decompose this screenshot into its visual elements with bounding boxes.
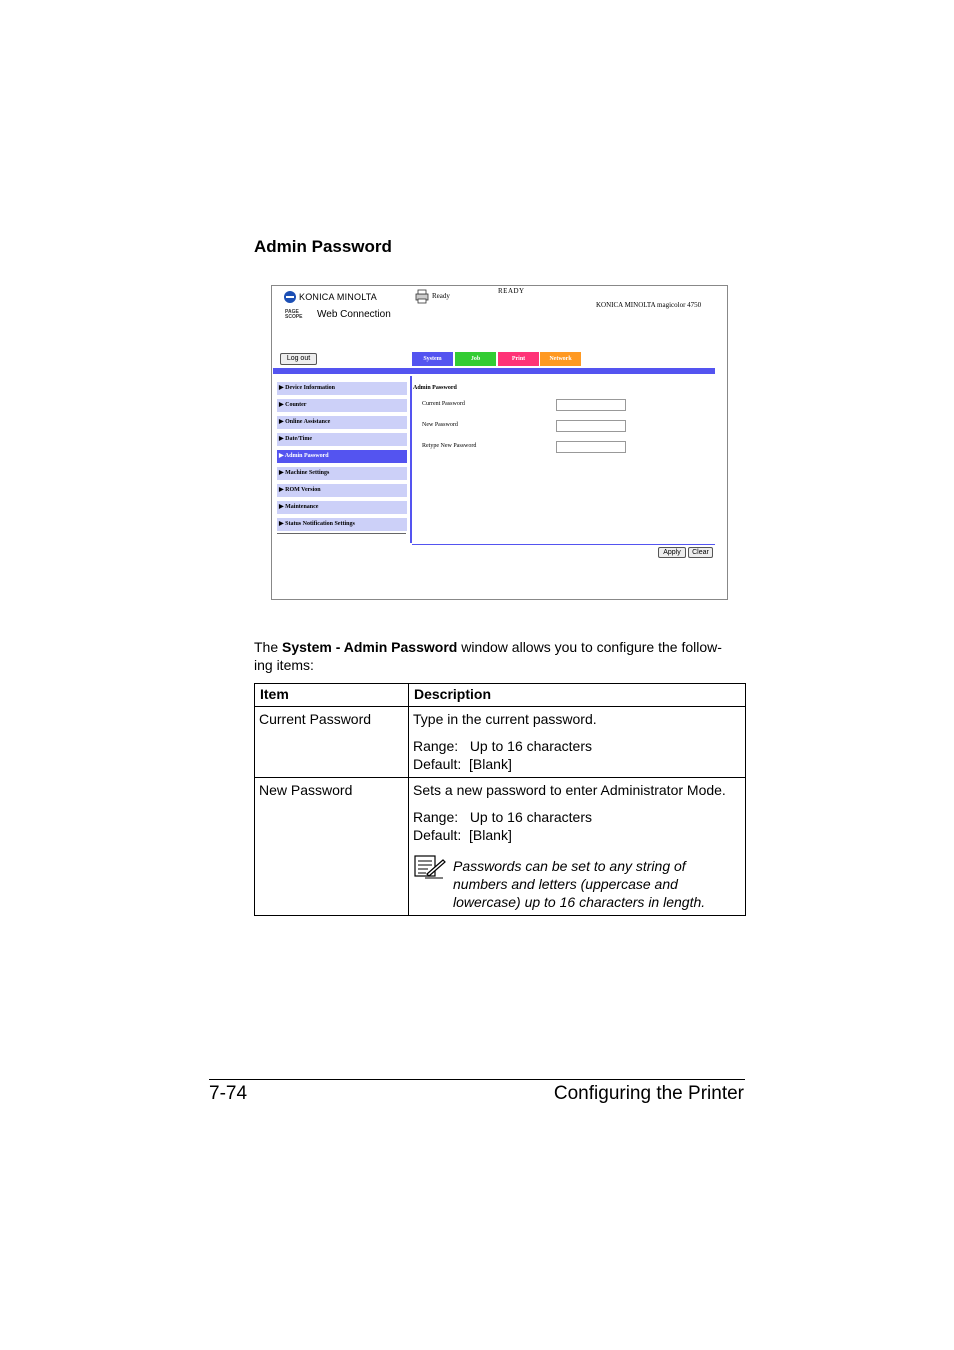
tab-print[interactable]: Print [498,352,539,366]
current-password-input[interactable] [556,399,626,411]
footer-rule [209,1079,745,1080]
pagescope-mark: PAGE SCOPE [285,308,303,320]
brand-text: KONICA MINOLTA [299,292,377,302]
content-title: Admin Password [413,385,457,391]
intro-paragraph: The System - Admin Password window allows you to configure the follow- ing items: [254,639,722,673]
sidebar-divider [277,533,406,534]
status-ready-label: Ready [432,292,450,300]
web-connection-screenshot [271,285,728,600]
sidebar-item-device-information[interactable]: ▶ Device Information [277,382,407,395]
content-divider [410,376,412,543]
tab-network[interactable]: Network [540,352,581,366]
note-pencil-icon [413,854,447,880]
clear-button[interactable]: Clear [688,547,713,558]
table-cell-description: Type in the current password. Range: Up to 16 characters Default: [Blank] [409,707,746,778]
logout-button[interactable]: Log out [280,353,317,365]
current-password-label: Current Password [422,401,465,407]
page-number: 7-74 [209,1083,248,1104]
printer-model: KONICA MINOLTA magicolor 4750 [596,301,702,309]
tab-bar-underline [273,368,715,374]
konica-minolta-logo-icon [284,291,296,303]
table-header-row [255,684,746,707]
table-cell-item: Current Password [255,707,409,778]
web-connection-text: Web Connection [317,309,391,320]
table-cell-description: Sets a new password to enter Administrator Mode. Range: Up to 16 characters Default: [Blank] Passwords can be set to any string of numbers and letters (uppercase and lowercase) up to 16 characters in length. [409,778,746,916]
section-heading: Admin Password [254,237,392,256]
note-block [413,854,741,911]
sidebar-item-date-time[interactable]: ▶ Date/Time [277,433,407,446]
table-row [255,778,746,916]
sidebar-item-admin-password[interactable]: ▶ Admin Password [277,450,407,463]
sidebar-item-maintenance[interactable]: ▶ Maintenance [277,501,407,514]
table-header-item: Item [255,684,409,707]
new-password-label: New Password [422,422,458,428]
sidebar-item-online-assistance[interactable]: ▶ Online Assistance [277,416,407,429]
content-bottom-line [412,544,715,545]
sidebar-item-status-notification-settings[interactable]: ▶ Status Notification Settings [277,518,407,531]
tab-job[interactable]: Job [455,352,496,366]
table-row [255,707,746,778]
retype-password-label: Retype New Password [422,443,477,449]
retype-password-input[interactable] [556,441,626,453]
table-header-description: Description [409,684,746,707]
status-ready-display: READY [498,287,525,295]
sidebar-item-machine-settings[interactable]: ▶ Machine Settings [277,467,407,480]
printer-icon [414,288,430,304]
sidebar-item-rom-version[interactable]: ▶ ROM Version [277,484,407,497]
konica-minolta-logo [284,291,377,303]
sidebar-item-counter[interactable]: ▶ Counter [277,399,407,412]
footer-title: Configuring the Printer [553,1083,744,1104]
note-text: Passwords can be set to any string of numbers and letters (uppercase and lowercase) up to 16 characters in length. [453,858,706,910]
apply-button[interactable]: Apply [658,547,686,558]
web-connection-logo [285,309,391,320]
sidebar-menu [277,382,407,535]
table-cell-item: New Password [255,778,409,916]
intro-bold: System - Admin Password [282,639,458,655]
tab-system[interactable]: System [412,352,453,366]
new-password-input[interactable] [556,420,626,432]
items-table [254,683,746,916]
